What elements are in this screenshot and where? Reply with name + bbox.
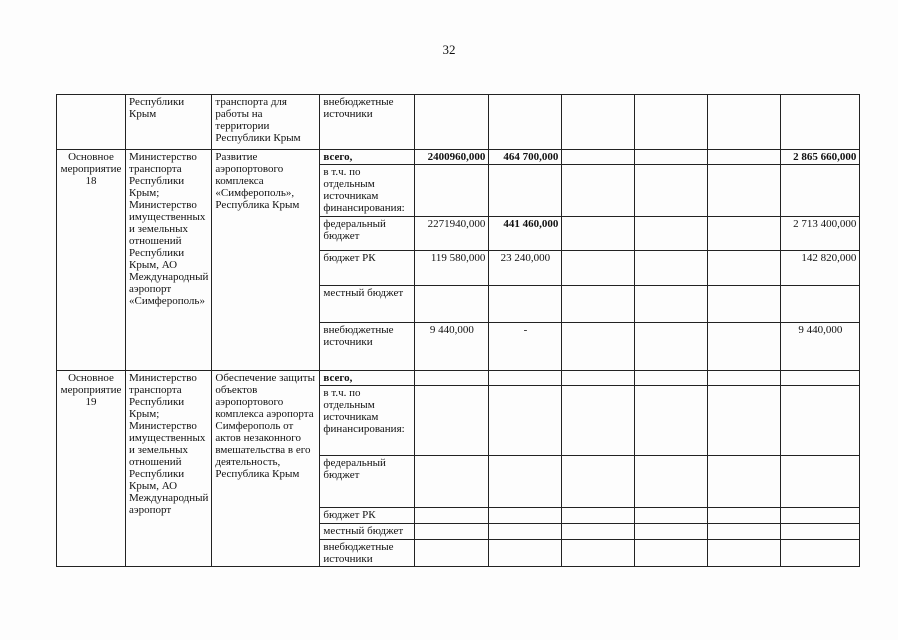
value-cell: 119 580,000 xyxy=(415,251,489,286)
total-cell: 2 713 400,000 xyxy=(781,217,860,251)
source-cell: внебюджетные источники xyxy=(320,540,415,567)
budget-table xyxy=(56,94,860,567)
value-cell: 2400960,000 xyxy=(415,150,489,165)
source-cell: всего, xyxy=(320,150,415,165)
source-cell: в т.ч. по отдельным источникам финансирования: xyxy=(320,165,415,217)
name-cell: Обеспечение защиты объектов аэропортового комплекса аэропорта Симферополь от актов незаконного вмешательства в его деятельность, Республика Крым xyxy=(212,371,320,567)
executor-cell: Министерство транспорта Республики Крым; Министерство имущественных и земельных отношений Республики Крым, АО Международный аэропорт xyxy=(126,371,212,567)
source-cell: федеральный бюджет xyxy=(320,217,415,251)
value-cell: 9 440,000 xyxy=(415,323,489,371)
table-row xyxy=(57,371,860,386)
value-cell: - xyxy=(489,323,562,371)
source-cell: бюджет РК xyxy=(320,251,415,286)
executor-cell: Республики Крым xyxy=(126,95,212,150)
page-number: 32 xyxy=(442,42,456,57)
event-cell xyxy=(57,95,126,150)
total-cell: 142 820,000 xyxy=(781,251,860,286)
source-cell: бюджет РК xyxy=(320,508,415,524)
source-cell: местный бюджет xyxy=(320,524,415,540)
value-cell: 464 700,000 xyxy=(489,150,562,165)
value-cell: 441 460,000 xyxy=(489,217,562,251)
name-cell: Развитие аэропортового комплекса «Симферополь», Республика Крым xyxy=(212,150,320,371)
source-cell: внебюджетные источники xyxy=(320,95,415,150)
executor-cell: Министерство транспорта Республики Крым; Министерство имущественных и земельных отношений Республики Крым, АО Международный аэропорт «Симферополь» xyxy=(126,150,212,371)
total-cell: 2 865 660,000 xyxy=(781,150,860,165)
total-cell: 9 440,000 xyxy=(781,323,860,371)
table-row xyxy=(57,150,860,165)
table-row xyxy=(57,95,860,150)
value-cell: 23 240,000 xyxy=(489,251,562,286)
name-cell: транспорта для работы на территории Республики Крым xyxy=(212,95,320,150)
value-cell: 2271940,000 xyxy=(415,217,489,251)
event-label: Основное мероприятие 19 xyxy=(57,371,126,567)
source-cell: в т.ч. по отдельным источникам финансирования: xyxy=(320,386,415,456)
source-cell: местный бюджет xyxy=(320,286,415,323)
event-label: Основное мероприятие 18 xyxy=(57,150,126,371)
source-cell: всего, xyxy=(320,371,415,386)
source-cell: федеральный бюджет xyxy=(320,456,415,508)
source-cell: внебюджетные источники xyxy=(320,323,415,371)
